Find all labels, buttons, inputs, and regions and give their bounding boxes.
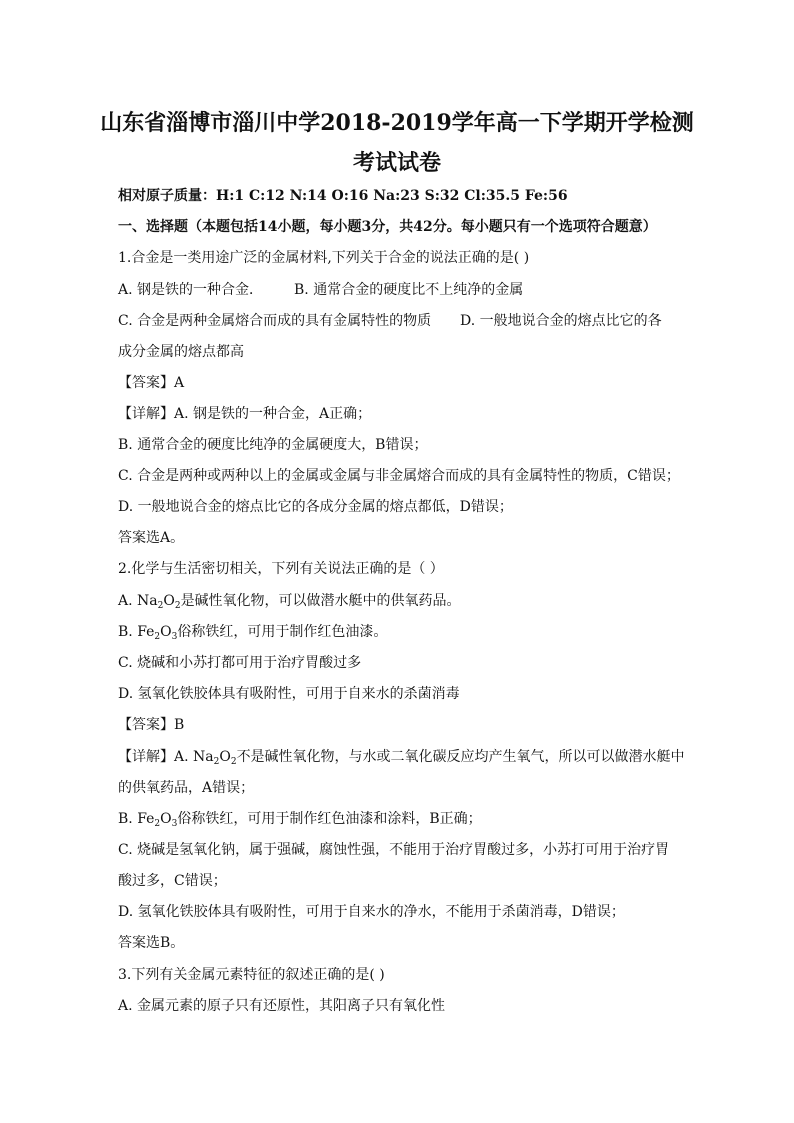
question-1-detail-b: B. 通常合金的硬度比纯净的金属硬度大，B错误； — [118, 437, 428, 453]
question-2-detail-c-continued: 酸过多，C错误； — [118, 873, 227, 889]
formula-text: B. Fe — [118, 811, 155, 827]
detail-text: 不是碱性氧化物，与水或二氧化碳反应均产生氧气，所以可以做潜水艇中 — [236, 749, 685, 765]
formula-subscript: 2 — [154, 819, 161, 829]
question-2-option-c: C. 烧碱和小苏打都可用于治疗胃酸过多 — [118, 655, 362, 671]
detail-text: 俗称铁红，可用于制作红色油漆和涂料，B正确； — [177, 811, 482, 827]
formula-subscript: 2 — [157, 601, 164, 611]
question-1-stem: 1.合金是一类用途广泛的金属材料,下列关于合金的说法正确的是( ) — [118, 250, 530, 266]
option-text: 是碱性氧化物，可以做潜水艇中的供氧药品。 — [180, 593, 461, 609]
question-2-detail-d: D. 氢氧化铁胶体具有吸附性，可用于自来水的净水，不能用于杀菌消毒，D错误； — [118, 904, 625, 920]
section-heading: 一、选择题（本题包括14小题，每小题3分，共42分。每小题只有一个选项符合题意） — [118, 219, 657, 235]
formula-subscript: 3 — [171, 819, 178, 829]
question-1-detail-c: C. 合金是两种或两种以上的金属或金属与非金属熔合而成的具有金属特性的物质，C错误； — [118, 468, 680, 484]
formula-text: A. Na — [118, 593, 158, 609]
question-2-stem: 2.化学与生活密切相关，下列有关说法正确的是（ ） — [118, 561, 444, 577]
document-title-continued: 考试试卷 — [352, 150, 441, 176]
formula-text: O — [160, 624, 172, 640]
question-1-option-b: B. 通常合金的硬度比不上纯净的金属 — [294, 282, 524, 298]
question-2-detail-b — [118, 810, 678, 828]
formula-text: O — [219, 749, 231, 765]
question-2-conclusion: 答案选B。 — [118, 935, 185, 951]
question-2-option-b — [118, 623, 678, 641]
formula-text: O — [160, 811, 172, 827]
question-3-stem: 3.下列有关金属元素特征的叙述正确的是( ) — [118, 967, 385, 983]
question-2-detail-a — [118, 748, 685, 767]
question-2-answer: 【答案】B — [118, 717, 185, 733]
atomic-masses: 相对原子质量：H:1 C:12 N:14 O:16 Na:23 S:32 Cl:35.5 Fe:56 — [118, 188, 568, 204]
formula-text: O — [163, 593, 175, 609]
question-1-answer: 【答案】A — [118, 375, 185, 391]
formula-subscript: 2 — [213, 757, 220, 767]
question-1-option-d-continued: 成分金属的熔点都高 — [118, 344, 244, 360]
question-2-detail-c: C. 烧碱是氢氧化钠，属于强碱，腐蚀性强，不能用于治疗胃酸过多，小苏打可用于治疗胃 — [118, 842, 670, 858]
formula-text: B. Fe — [118, 624, 155, 640]
question-1-conclusion: 答案选A。 — [118, 530, 185, 546]
question-1-detail-a: 【详解】A. 钢是铁的一种合金，A正确； — [118, 406, 372, 422]
option-text: 俗称铁红，可用于制作红色油漆。 — [177, 624, 388, 640]
document-title: 山东省淄博市淄川中学2018-2019学年高一下学期开学检测 — [100, 110, 694, 136]
question-1-option-d: D. 一般地说合金的熔点比它的各 — [460, 313, 662, 329]
question-2-detail-a-continued: 的供氧药品，A错误； — [118, 780, 255, 796]
formula-subscript: 2 — [230, 757, 237, 767]
question-2-option-a — [118, 592, 678, 610]
formula-subscript: 2 — [154, 632, 161, 642]
question-1-option-c: C. 合金是两种金属熔合而成的具有金属特性的物质 — [118, 313, 432, 329]
formula-subscript: 2 — [174, 601, 181, 611]
question-1-detail-d: D. 一般地说合金的熔点比它的各成分金属的熔点都低，D错误； — [118, 499, 513, 515]
formula-subscript: 3 — [171, 632, 178, 642]
question-2-option-d: D. 氢氧化铁胶体具有吸附性，可用于自来水的杀菌消毒 — [118, 686, 460, 702]
question-3-option-a: A. 金属元素的原子只有还原性，其阳离子只有氧化性 — [118, 998, 446, 1014]
formula-text: 【详解】A. Na — [118, 749, 214, 765]
question-1-option-a: A. 钢是铁的一种合金． — [118, 282, 264, 298]
